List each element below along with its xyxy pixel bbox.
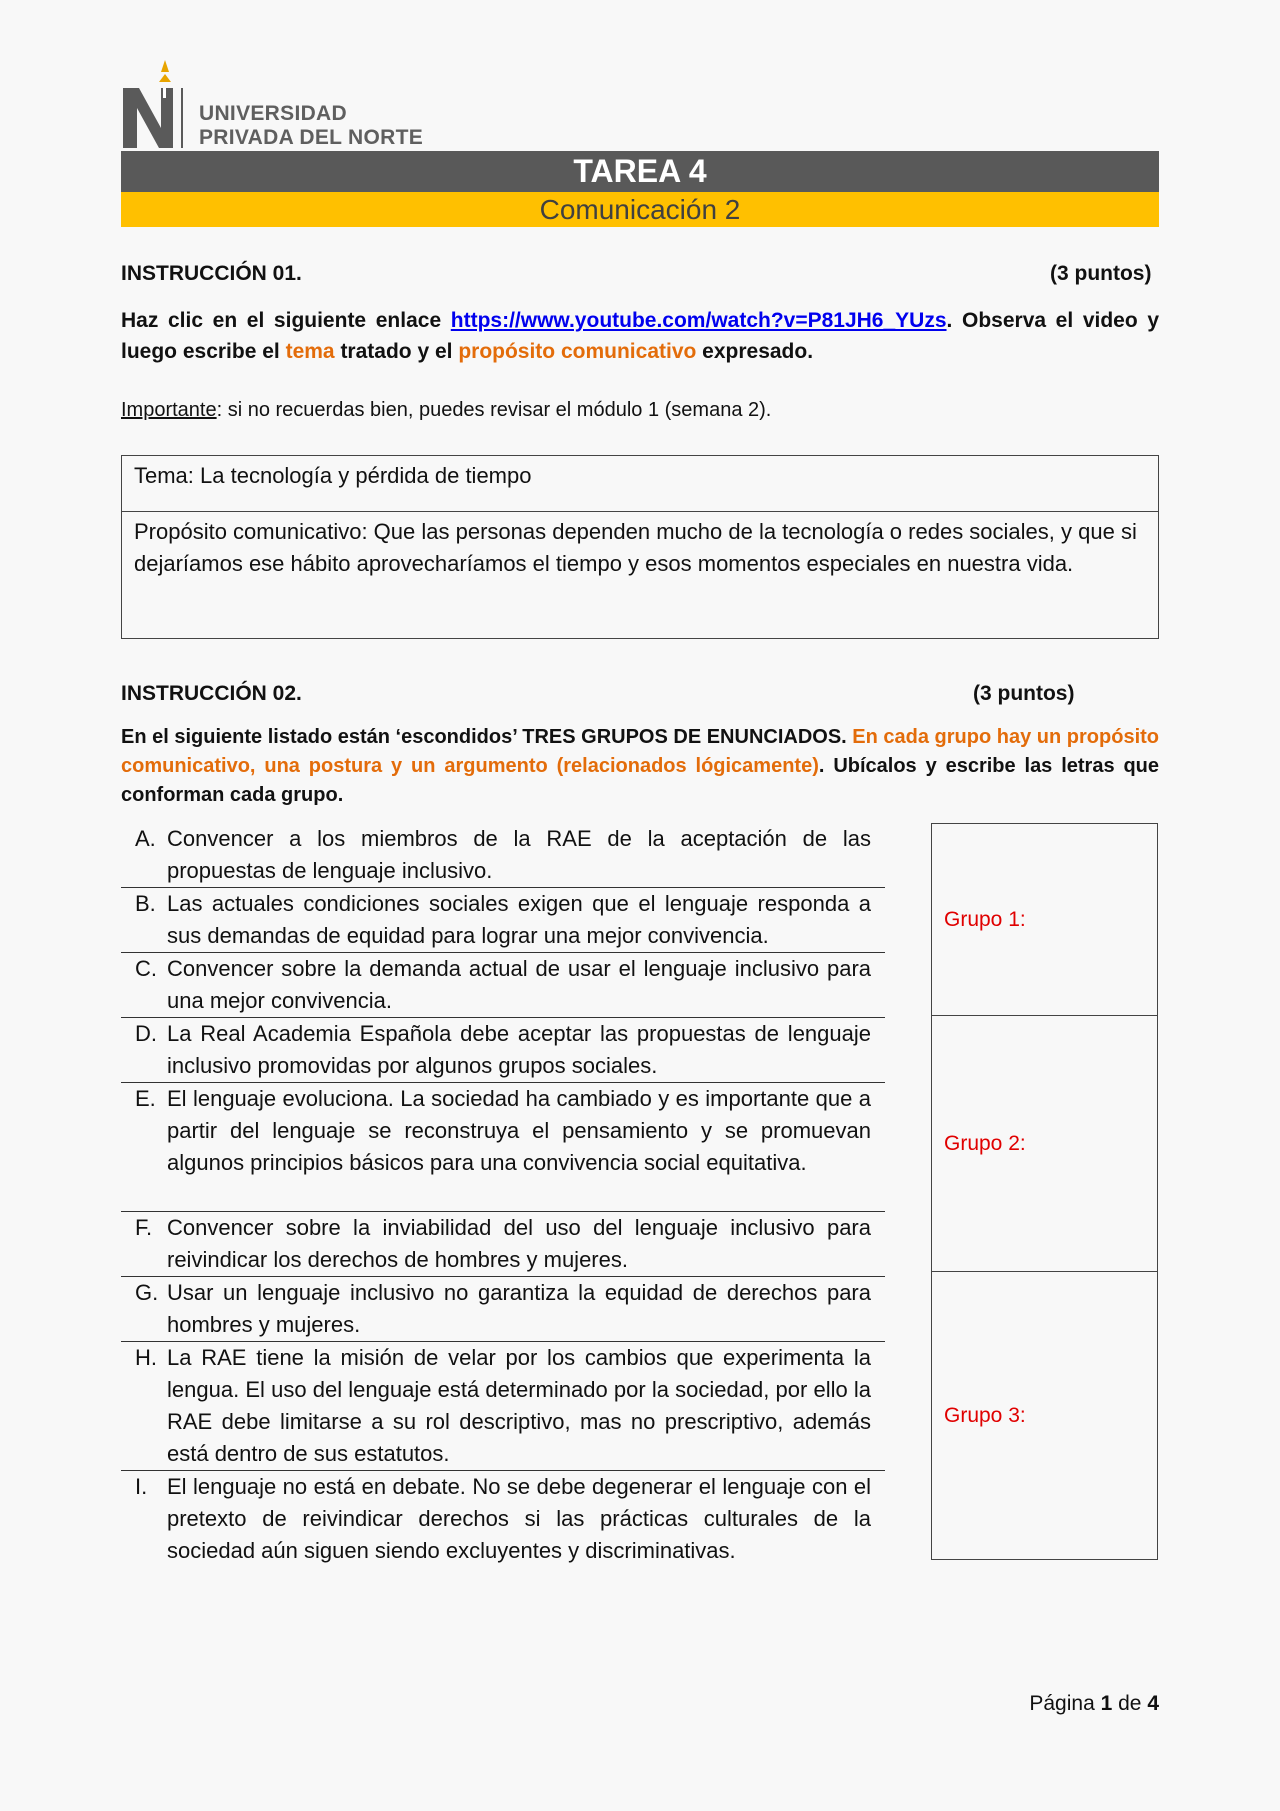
item-letter: H. (135, 1345, 157, 1370)
group-3-cell[interactable] (932, 1272, 1157, 1559)
page-label: Página (1029, 1692, 1101, 1715)
instr1-text-c: tratado y el (334, 340, 459, 363)
instruction1-points: (3 puntos) (1050, 262, 1152, 285)
item-text: Usar un lenguaje inclusivo no garantiza la equidad de derechos para hombres y mujeres. (167, 1280, 871, 1337)
item-letter: F. (135, 1215, 153, 1240)
instr2-text-a: En el siguiente listado están ‘escondidos’ TRES GRUPOS DE ENUNCIADOS. (121, 726, 853, 748)
statement-list (121, 823, 885, 1567)
list-item (121, 888, 885, 953)
instruction2-heading: INSTRUCCIÓN 02. (121, 682, 302, 705)
instruction2-text (121, 723, 1159, 810)
list-item (121, 1212, 885, 1277)
group-2-label: Grupo 2: (944, 1131, 1026, 1155)
page-current: 1 (1100, 1692, 1113, 1715)
item-letter: E. (135, 1086, 156, 1111)
list-item (121, 1471, 885, 1567)
item-letter: C. (135, 956, 157, 981)
instr1-text-a: Haz clic en el siguiente enlace (121, 309, 451, 332)
instr1-text-d: expresado. (696, 340, 814, 363)
page-total: 4 (1147, 1692, 1159, 1715)
important-text: : si no recuerdas bien, puedes revisar el módulo 1 (semana 2). (216, 399, 772, 421)
university-logo (121, 58, 441, 150)
item-text: Convencer sobre la demanda actual de usar el lenguaje inclusivo para una mejor convivencia. (167, 956, 871, 1013)
list-item (121, 823, 885, 888)
list-item (121, 1018, 885, 1083)
instr1-proposito: propósito comunicativo (458, 340, 697, 363)
group-3-label: Grupo 3: (944, 1403, 1026, 1427)
instruction1-text (121, 305, 1159, 367)
instruction2-points: (3 puntos) (973, 682, 1075, 705)
answer-tema[interactable]: Tema: La tecnología y pérdida de tiempo (122, 456, 1158, 512)
page-title: TAREA 4 (121, 151, 1159, 192)
important-label: Importante (121, 399, 217, 421)
list-item (121, 1277, 885, 1342)
upn-n-logo-icon (121, 58, 191, 150)
item-letter: G. (135, 1280, 159, 1305)
list-item (121, 953, 885, 1018)
item-text: Convencer a los miembros de la RAE de la aceptación de las propuestas de lenguaje inclusivo. (167, 826, 871, 883)
item-text: La RAE tiene la misión de velar por los cambios que experimenta la lengua. El uso del lenguaje está determinado por la sociedad, por ello la RAE debe limitarse a su rol descriptivo, mas no prescriptivo, además está dentro de sus estatutos. (167, 1345, 871, 1466)
youtube-link[interactable]: https://www.youtube.com/watch?v=P81JH6_YUzs (450, 309, 947, 332)
instr2-orange: En cada grupo hay un propósito comunicativo, una postura y un argumento (relacionados lógicamente) (121, 726, 1159, 777)
instr2-text-b: . Ubícalos y escribe las letras que conforman cada grupo. (121, 755, 1160, 806)
item-text: La Real Academia Española debe aceptar las propuestas de lenguaje inclusivo promovidas por algunos grupos sociales. (167, 1021, 871, 1078)
group-1-label: Grupo 1: (944, 907, 1026, 931)
list-item (121, 1342, 885, 1471)
item-letter: D. (135, 1021, 157, 1046)
page-number (1029, 1692, 1159, 1716)
page-subtitle: Comunicación 2 (121, 192, 1159, 227)
important-note (121, 395, 771, 426)
instruction1-heading: INSTRUCCIÓN 01. (121, 262, 302, 285)
logo-line1: UNIVERSIDAD (199, 102, 347, 125)
item-text: Convencer sobre la inviabilidad del uso del lenguaje inclusivo para reivindicar los derechos de hombres y mujeres. (167, 1215, 871, 1272)
item-text: El lenguaje no está en debate. No se debe degenerar el lenguaje con el pretexto de reivindicar derechos si las prácticas culturales de la sociedad aún siguen siendo excluyentes y discriminativas. (167, 1474, 871, 1563)
group-1-cell[interactable] (932, 824, 1157, 1016)
answer-proposito[interactable]: Propósito comunicativo: Que las personas dependen mucho de la tecnología o redes sociales, y que si dejaríamos ese hábito aprovecharíamos el tiempo y esos momentos especiales en nuestra vida. (134, 519, 1137, 576)
instr1-text-b: . Observa el video y luego escribe el (121, 309, 1159, 363)
item-text: El lenguaje evoluciona. La sociedad ha cambiado y es importante que a partir del lenguaje se reconstruya el pensamiento y se promuevan algunos principios básicos para una convivencia social equitativa. (167, 1086, 871, 1175)
list-item (121, 1083, 885, 1212)
group-2-cell[interactable] (932, 1016, 1157, 1272)
page-of: de (1112, 1692, 1148, 1715)
item-letter: A. (135, 826, 156, 851)
logo-text (199, 102, 423, 150)
logo-line2: PRIVADA DEL NORTE (199, 126, 424, 149)
groups-table (931, 823, 1158, 1560)
answer-box-1 (121, 455, 1159, 639)
item-text: Las actuales condiciones sociales exigen que el lenguaje responda a sus demandas de equidad para lograr una mejor convivencia. (167, 891, 871, 948)
item-letter: B. (135, 891, 156, 916)
instr1-tema: tema (285, 340, 335, 363)
item-letter: I. (135, 1474, 148, 1499)
